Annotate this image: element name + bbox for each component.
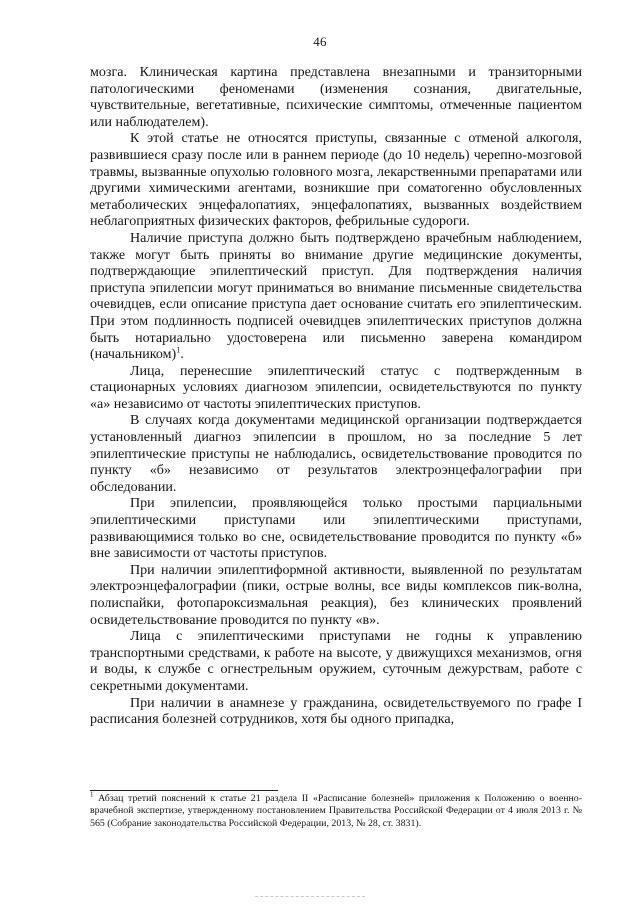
paragraph-4: Лица, перенесшие эпилептический статус с подтвержденным в стационарных условиях диагнозом эпилепсии, освидетельствуются по пункту «а» независимо от частоты эпилептических приступов. <box>90 362 582 412</box>
footnote-mark: 1 <box>90 790 94 799</box>
paragraph-2: К этой статье не относятся приступы, связанные с отменой алкоголя, развившиеся сразу после или в раннем периоде (до 10 недель) черепно-мозговой травмы, вызванные опухолью головного мозга, лекарственными препаратами или другими химическими агентами, возникшие при соматогенно обусловленных метаболических энцефалопатиях, энцефалопатиях, вызванных воздействием неблагоприятных физических факторов, фебрильные судороги. <box>90 130 582 230</box>
footnote-text: Абзац третий пояснений к статье 21 раздела II «Расписание болезней» приложения к Положению о военно-врачебной экспертизе, утвержденному постановлением Правительства Российской Федерации от 4 июля 2013 г. № 565 (Собрание законодательства Российской Федерации, 2013, № 28, ст. 3831). <box>90 793 583 829</box>
footnote-reference[interactable]: 1 <box>176 345 181 355</box>
paragraph-1: мозга. Клиническая картина представлена внезапными и транзиторными патологическими феноменами (изменения сознания, двигательные, чувствительные, вегетативные, психические симптомы, отмеченные пациентом или наблюдателем). <box>90 64 582 130</box>
body-text <box>90 64 582 728</box>
paragraph-6: При эпилепсии, проявляющейся только простыми парциальными эпилептическими приступами или эпилептическими приступами, развивающимися только во сне, освидетельствование проводится по пункту «б» вне зависимости от частоты приступов. <box>90 495 582 562</box>
page-number: 46 <box>313 34 327 49</box>
paragraph-9: При наличии в анамнезе у гражданина, освидетельствуемого по графе I расписания болезней сотрудников, хотя бы одного припадка, <box>90 694 582 728</box>
paragraph-5: В случаях когда документами медицинской организации подтверждается установленный диагноз эпилепсии в прошлом, но за последние 5 лет эпилептические приступы не наблюдались, освидетельствование проводится по пункту «б» независимо от результатов электроэнцефалографии при обследовании. <box>90 412 582 495</box>
paragraph-8: Лица с эпилептическими приступами не годны к управлению транспортными средствами, к работе на высоте, у движущихся механизмов, огня и воды, к службе с огнестрельным оружием, суточным дежурствам, работе с секретными документами. <box>90 628 582 694</box>
scan-artifact-line <box>255 896 365 897</box>
footnote-divider <box>90 790 278 791</box>
paragraph-3-end: . <box>180 346 184 363</box>
footnote <box>90 790 583 830</box>
paragraph-7: При наличии эпилептиформной активности, выявленной по результатам электроэнцефалографии (пики, острые волны, все виды комплексов пик-волна, полиспайки, фотопароксизмальная реакция), без клинических проявлений освидетельствование проводится по пункту «в». <box>90 561 582 628</box>
paragraph-3 <box>90 230 582 363</box>
paragraph-3-text: Наличие приступа должно быть подтверждено врачебным наблюдением, также могут быть приняты во внимание другие медицинские документы, подтверждающие эпилептический приступ. Для подтверждения наличия приступа эпилепсии могут приниматься во внимание письменные свидетельства очевидцев, если описание приступа дает основание считать его эпилептическим. При этом подлинность подписей очевидцев эпилептических приступов должна быть нотариально удостоверена или письменно заверена командиром (начальником) <box>90 229 582 363</box>
